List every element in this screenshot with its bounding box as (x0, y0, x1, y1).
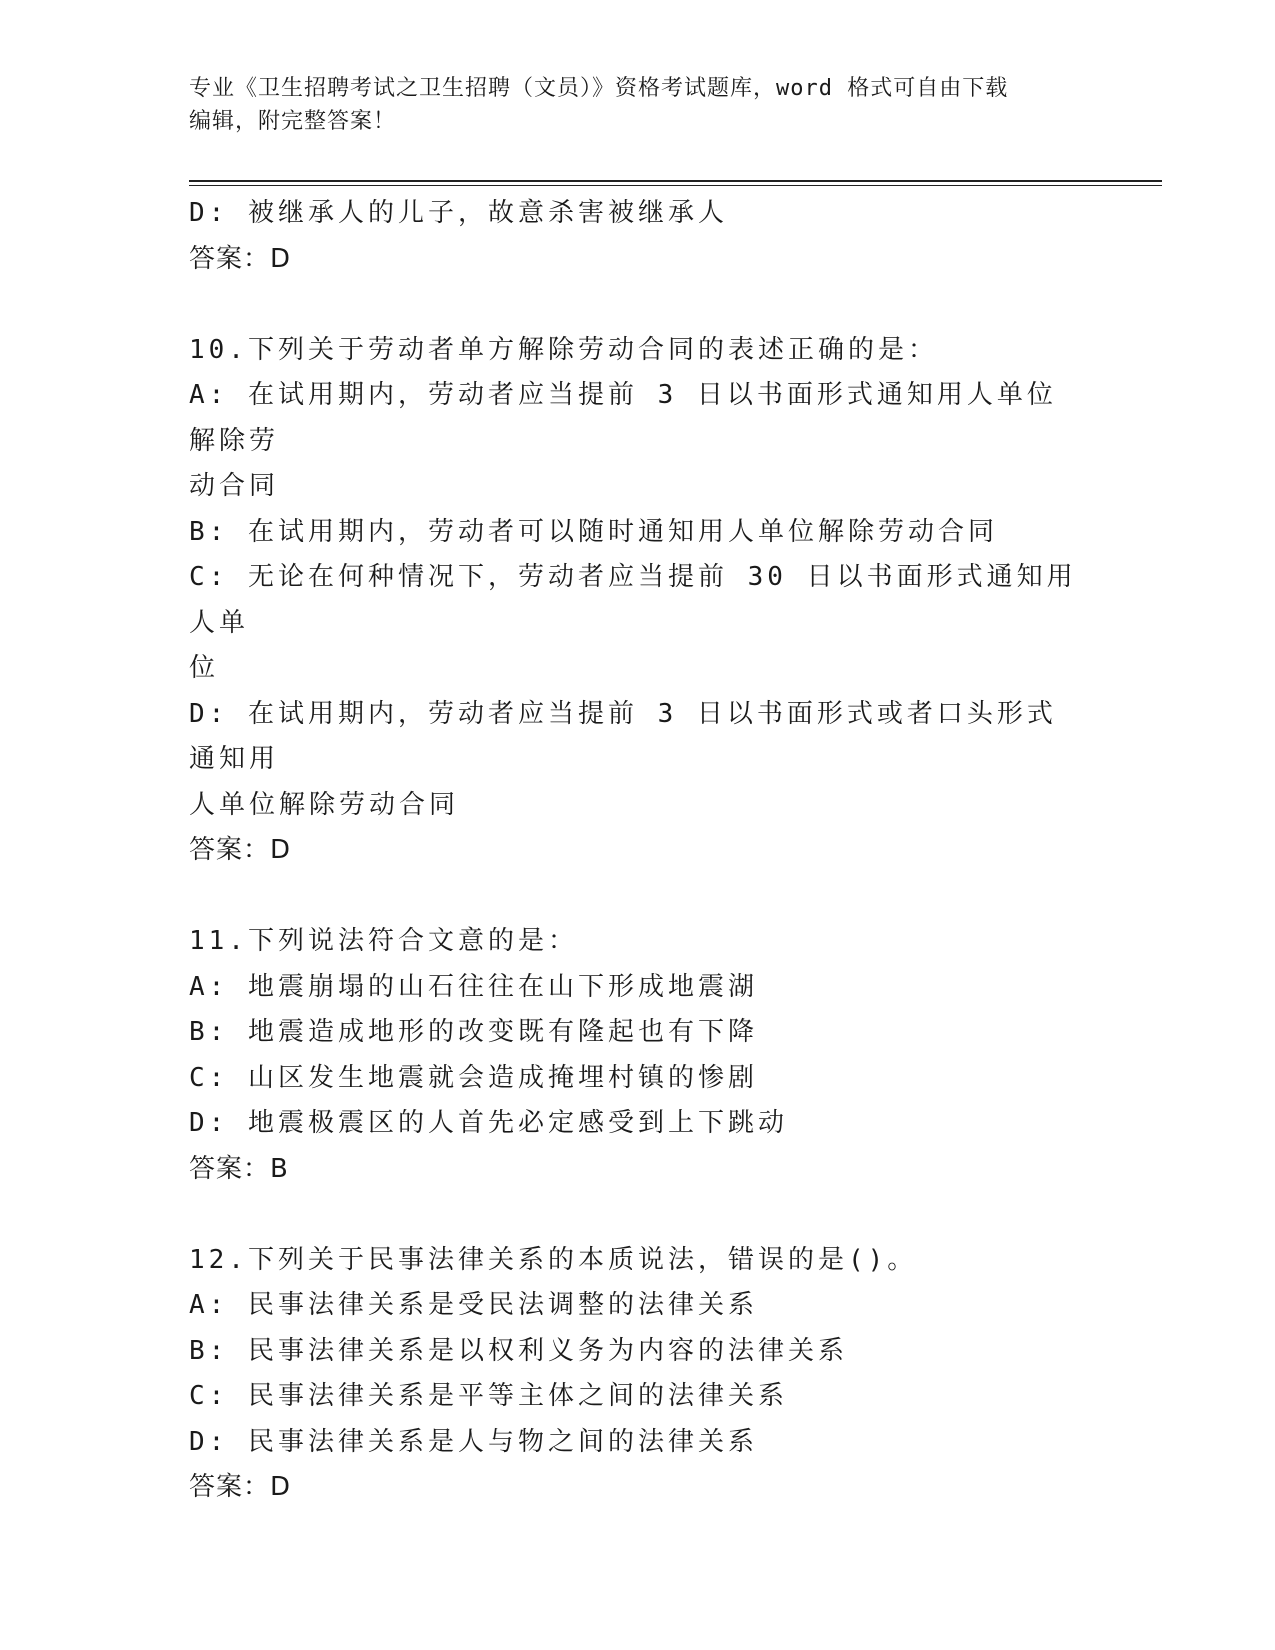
question-text: 10.下列关于劳动者单方解除劳动合同的表述正确的是： (189, 334, 938, 365)
question-11-block (189, 919, 1079, 1192)
option-a: A: 在试用期内，劳动者应当提前 3 日以书面形式通知用人单位解除劳 (189, 380, 1057, 456)
option-c: C: 山区发生地震就会造成掩埋村镇的惨剧 (189, 1062, 758, 1093)
question-10-block (189, 328, 1079, 874)
question-12-block (189, 1238, 1079, 1511)
option-a: A: 地震崩塌的山石往往在山下形成地震湖 (189, 971, 758, 1002)
answer-line: 答案：D (189, 243, 292, 274)
question-spacer (189, 282, 1079, 328)
option-c: C: 无论在何种情况下，劳动者应当提前 30 日以书面形式通知用人单 (189, 562, 1077, 638)
option-a-continued: 动合同 (189, 471, 280, 501)
option-d: D: 地震极震区的人首先必定感受到上下跳动 (189, 1108, 788, 1138)
question-text: 12.下列关于民事法律关系的本质说法，错误的是()。 (189, 1244, 918, 1275)
question-9-block (189, 191, 1079, 282)
question-spacer (189, 1192, 1079, 1238)
header-divider-thick (189, 180, 1162, 182)
option-b: B: 民事法律关系是以权利义务为内容的法律关系 (189, 1335, 848, 1366)
option-d: D: 在试用期内，劳动者应当提前 3 日以书面形式或者口头形式通知用 (189, 698, 1057, 774)
header-line-1: 专业《卫生招聘考试之卫生招聘（文员）》资格考试题库，word 格式可自由下载 (189, 76, 1009, 101)
option-d: D: 被继承人的儿子，故意杀害被继承人 (189, 198, 728, 228)
question-spacer (189, 874, 1079, 920)
option-c-continued: 位 (189, 653, 220, 683)
option-c: C: 民事法律关系是平等主体之间的法律关系 (189, 1381, 788, 1411)
answer-line: 答案：D (189, 1472, 292, 1502)
page-header (189, 72, 1089, 138)
option-d: D: 民事法律关系是人与物之间的法律关系 (189, 1426, 758, 1457)
question-content (189, 191, 1079, 1511)
question-text: 11.下列说法符合文意的是： (189, 926, 578, 956)
answer-line: 答案：B (189, 1153, 289, 1184)
answer-line: 答案：D (189, 835, 292, 865)
option-a: A: 民事法律关系是受民法调整的法律关系 (189, 1290, 758, 1320)
option-d-continued: 人单位解除劳动合同 (189, 789, 460, 820)
option-b: B: 地震造成地形的改变既有隆起也有下降 (189, 1017, 758, 1047)
option-b: B: 在试用期内，劳动者可以随时通知用人单位解除劳动合同 (189, 516, 998, 547)
header-line-2: 编辑，附完整答案！ (189, 109, 397, 134)
header-divider-thin (189, 185, 1162, 186)
